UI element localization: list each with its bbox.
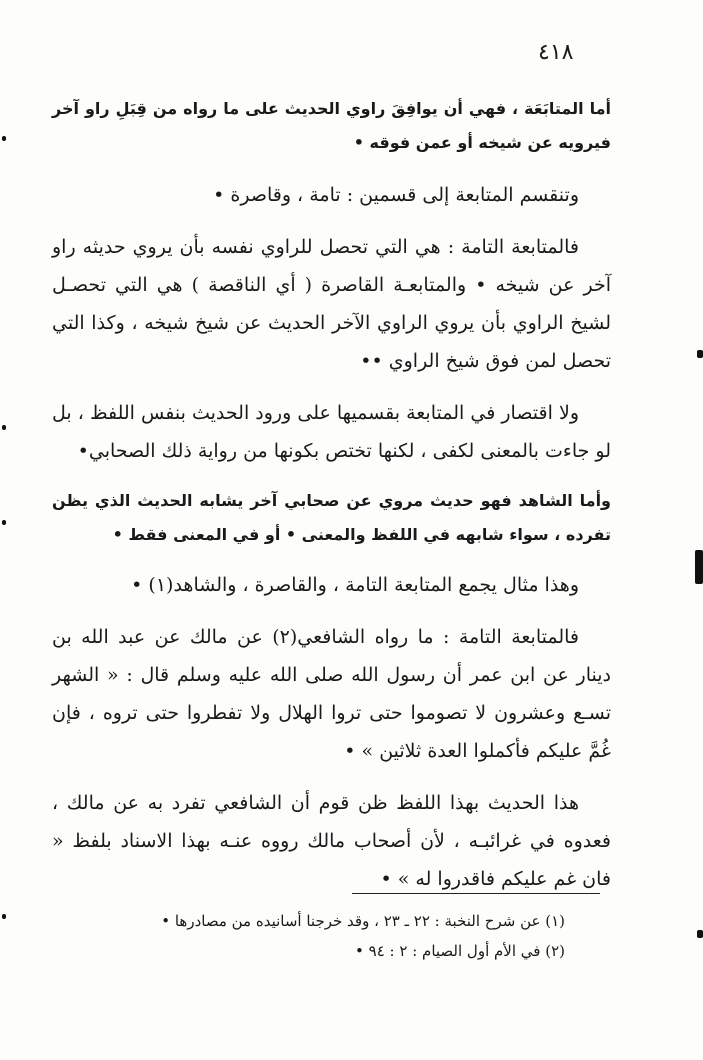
page-number: ٤١٨ (538, 40, 574, 65)
paragraph-gharaib: هذا الحديث بهذا اللفظ ظن قوم أن الشافعي تفرد به عن مالك ، فعدوه في غرائبـه ، لأن أصحاب مالك رووه عنـه بهذا الاسناد بلفظ « فان غم عليكم فاقدروا له » • (52, 792, 611, 890)
margin-dot (2, 136, 6, 141)
footnotes (52, 906, 565, 966)
paragraph-no-restriction: ولا اقتصار في المتابعة بقسميها على ورود الحديث بنفس اللفظ ، بل لو جاءت بالمعنى لكفى ، لكنها تختص بكونها من رواية ذلك الصحابي• (52, 402, 611, 462)
footnote-separator (352, 893, 600, 894)
footnote-1: (١) عن شرح النخبة : ٢٢ ـ ٢٣ ، وقد خرجنا أسانيده من مصادرها • (161, 912, 565, 930)
margin-dot (2, 914, 6, 919)
binding-shadow-mark (695, 550, 703, 584)
paragraph-mutaba-definition: أما المتابَعَة ، فهي أن يوافِقَ راوي الحديث على ما رواه من قِبَلِ راو آخر فيرويه عن شيخه أو عمن فوقه • (52, 99, 611, 152)
margin-dot (2, 425, 6, 430)
margin-dot (2, 520, 6, 525)
paragraph-mutaba-types: وتنقسم المتابعة إلى قسمين : تامة ، وقاصرة • (213, 184, 579, 206)
paragraph-example-intro: وهذا مثال يجمع المتابعة التامة ، والقاصرة ، والشاهد(١) • (131, 574, 579, 596)
binding-shadow-mark (697, 930, 703, 938)
binding-shadow-mark (697, 350, 703, 358)
footnote-2: (٢) في الأم أول الصيام : ٢ : ٩٤ • (355, 942, 565, 960)
paragraph-shafii-hadith: فالمتابعة التامة : ما رواه الشافعي(٢) عن مالك عن عبد الله بن دينار عن ابن عمر أن رسول الله صلى الله عليه وسلم قال : « الشهر تسـع وعشرون لا تصوموا حتى تروا الهلال ولا تفطروا حتى تروه ، فإن غُمَّ عليكم فأكملوا العدة ثلاثين » • (52, 626, 611, 762)
main-text (52, 92, 611, 912)
paragraph-mutaba-tamma: فالمتابعة التامة : هي التي تحصل للراوي نفسه بأن يروي حديثه راو آخر عن شيخه • والمتابعـة القاصرة ( أي الناقصة ) هي التي تحصـل لشيخ الراوي بأن يروي الراوي الآخر الحديث عن شيخ شيخه ، وكذا التي تحصل لمن فوق شيخ الراوي •• (52, 236, 611, 372)
paragraph-shahid-definition: وأما الشاهد فهو حديث مروي عن صحابي آخر يشابه الحديث الذي يظن تفرده ، سواء شابهه في اللفظ والمعنى • أو في المعنى فقط • (52, 491, 611, 544)
